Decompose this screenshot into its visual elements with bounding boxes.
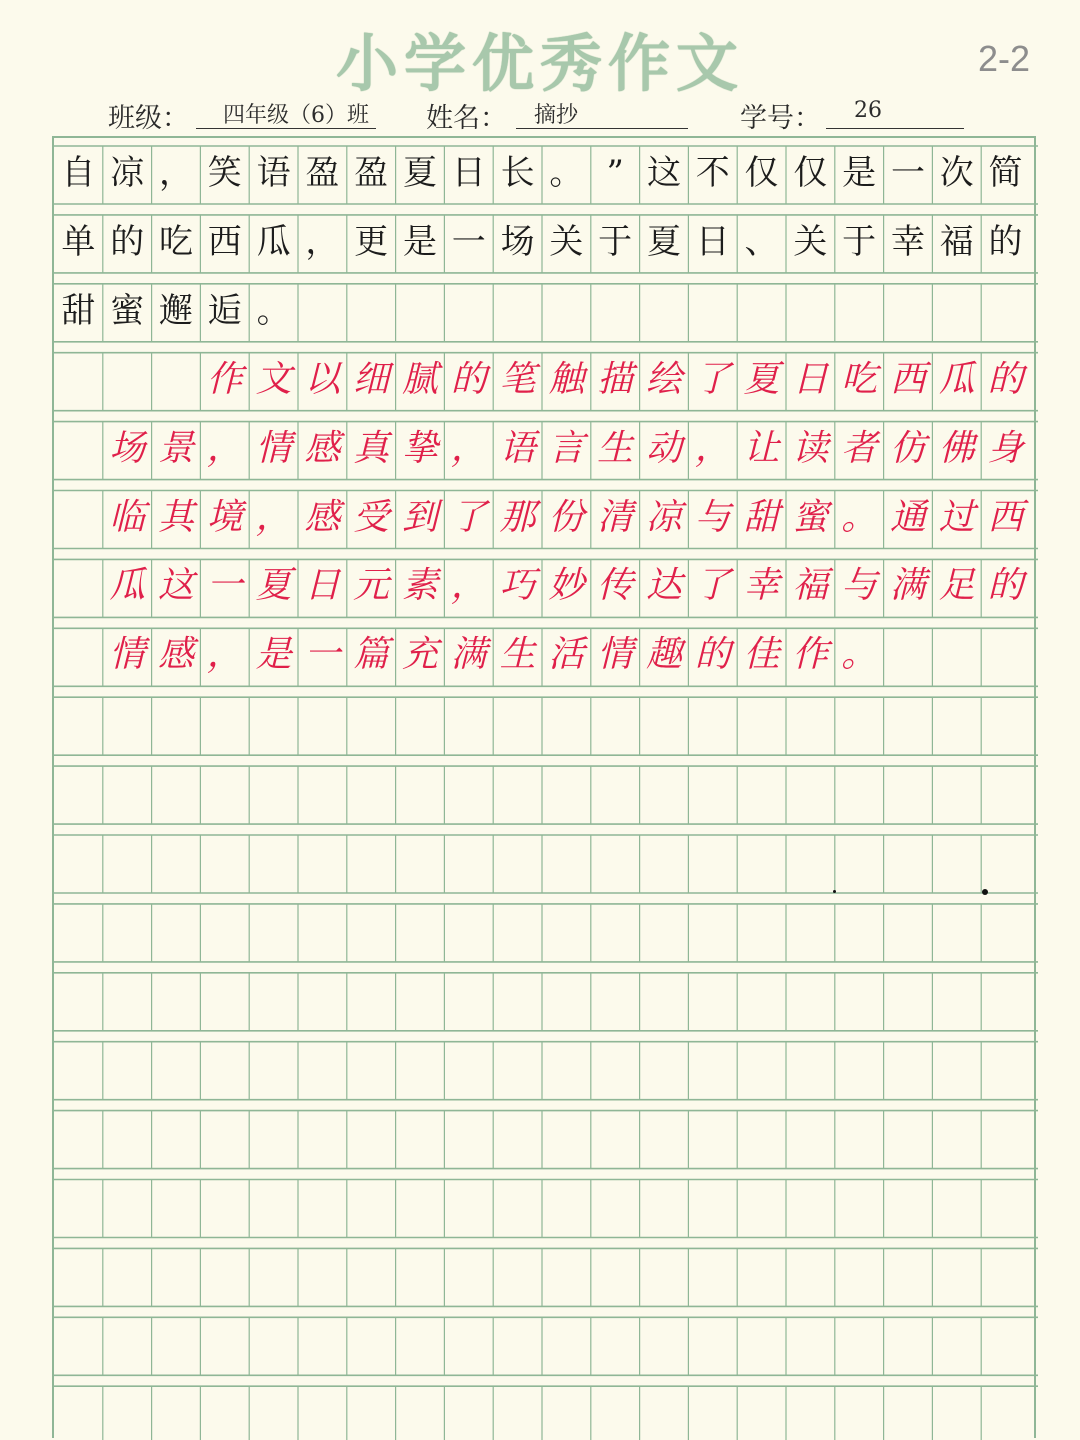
comment-char: 身 [987, 427, 1024, 469]
comment-char: 受 [353, 496, 390, 538]
essay-char: 场 [500, 221, 535, 262]
comment-char: 仿 [889, 427, 926, 469]
comment-char: ， [206, 427, 243, 469]
grid-row [54, 1317, 1038, 1375]
essay-char: 更 [354, 221, 389, 262]
comment-char: 佛 [938, 427, 975, 469]
comment-char: 巧 [499, 565, 536, 607]
comment-char: 动 [645, 427, 682, 469]
comment-char: 绘 [645, 358, 682, 400]
comment-char: 篇 [353, 634, 390, 676]
comment-char: 夏 [255, 565, 292, 607]
comment-char: 的 [987, 358, 1024, 400]
comment-char: 挚 [401, 427, 438, 469]
comment-char: 与 [694, 496, 731, 538]
comment-char: 幸 [743, 565, 780, 607]
number-underline [826, 128, 964, 129]
comment-char: 满 [450, 634, 487, 676]
comment-char: 到 [401, 496, 438, 538]
comment-char: 通 [889, 496, 926, 538]
comment-char: ， [206, 634, 243, 676]
page-title: 小学优秀作文 [335, 27, 744, 100]
comment-char: 境 [206, 496, 243, 538]
essay-char: 吃 [158, 221, 193, 262]
comment-line [200, 345, 1030, 415]
comment-char: 景 [157, 427, 194, 469]
essay-line [54, 276, 298, 346]
grid-row [54, 1248, 1038, 1306]
essay-char: 西 [207, 221, 242, 262]
number-label: 学号： [740, 103, 821, 134]
comment-char: 其 [157, 496, 194, 538]
comment-char: 份 [548, 496, 585, 538]
comment-char: 一 [304, 634, 341, 676]
essay-char: 瓜 [256, 221, 291, 262]
ink-dot [982, 889, 988, 895]
essay-line [54, 207, 1030, 277]
comment-char: 福 [792, 565, 829, 607]
essay-char: 简 [988, 153, 1023, 193]
comment-char: 一 [206, 565, 243, 607]
essay-char: 夏 [646, 221, 681, 262]
comment-char: 是 [255, 634, 292, 676]
comment-char: 感 [157, 634, 194, 676]
comment-char: 吃 [841, 358, 878, 400]
comment-char: 让 [743, 427, 780, 469]
essay-char: 的 [110, 221, 145, 262]
comment-char: 者 [841, 427, 878, 469]
essay-char: 。 [256, 290, 291, 331]
essay-char: 甜 [61, 290, 96, 331]
essay-char: 语 [256, 153, 291, 193]
grid-row [54, 835, 1038, 893]
comment-char: 细 [353, 358, 390, 400]
comment-char: ， [694, 427, 731, 469]
name-value: 摘抄 [533, 103, 578, 128]
comment-char: 瓜 [109, 565, 146, 607]
comment-char: 情 [255, 427, 292, 469]
essay-line [54, 138, 1030, 208]
comment-char: 清 [597, 496, 634, 538]
comment-line [103, 483, 1030, 553]
grid-row [54, 1042, 1038, 1100]
essay-char: 次 [939, 153, 974, 193]
comment-char: 感 [304, 496, 341, 538]
comment-char: 元 [353, 565, 390, 607]
comment-char: 达 [645, 565, 682, 607]
page-number: 2-2 [977, 38, 1030, 79]
comment-char: 的 [987, 565, 1024, 607]
essay-char: 、 [744, 221, 779, 262]
comment-char: 文 [255, 358, 292, 400]
comment-char: ， [255, 496, 292, 538]
essay-char: 不 [695, 153, 730, 193]
essay-char: 日 [451, 153, 486, 193]
comment-char: 真 [353, 427, 390, 469]
essay-char: 福 [939, 221, 974, 262]
comment-char: 情 [597, 634, 634, 676]
student-info-row [0, 90, 1080, 138]
name-underline [516, 128, 688, 129]
comment-char: 足 [938, 565, 975, 607]
essay-char: ” [606, 153, 624, 193]
comment-char: 触 [548, 358, 585, 400]
comment-char: 那 [499, 496, 536, 538]
comment-char: 。 [841, 496, 878, 538]
comment-char: 这 [157, 565, 194, 607]
comment-char: 临 [109, 496, 146, 538]
class-value: 四年级（6）班 [223, 103, 369, 128]
grid-row [54, 697, 1038, 755]
comment-char: 西 [987, 496, 1024, 538]
essay-char: 于 [598, 221, 633, 262]
essay-char: 盈 [305, 153, 340, 193]
comment-char: ， [450, 565, 487, 607]
grid-row [54, 904, 1038, 962]
comment-char: 以 [304, 358, 341, 400]
comment-char: 笔 [499, 358, 536, 400]
essay-char: 关 [549, 221, 584, 262]
comment-char: 了 [694, 565, 731, 607]
essay-char: 仅 [744, 153, 779, 193]
comment-char: 与 [841, 565, 878, 607]
comment-char: 佳 [743, 634, 780, 676]
essay-char: 蜜 [110, 290, 145, 331]
essay-char: 是 [842, 153, 877, 193]
comment-char: 瓜 [938, 358, 975, 400]
grid-row [54, 973, 1038, 1031]
essay-char: 长 [500, 153, 535, 193]
essay-char: 关 [793, 221, 828, 262]
number-value: 26 [854, 98, 882, 123]
comment-char: 语 [499, 427, 536, 469]
comment-char: 夏 [743, 358, 780, 400]
essay-char: 日 [695, 221, 730, 262]
essay-char: 一 [890, 153, 925, 193]
essay-char: 盈 [354, 153, 389, 193]
comment-char: 蜜 [792, 496, 829, 538]
class-label: 班级： [108, 103, 189, 134]
essay-char: 夏 [402, 153, 437, 193]
comment-char: ， [450, 427, 487, 469]
essay-char: 仅 [793, 153, 828, 193]
comment-char: 生 [499, 634, 536, 676]
comment-char: 生 [597, 427, 634, 469]
essay-char: 这 [646, 153, 681, 193]
class-underline [196, 128, 376, 129]
comment-char: 言 [548, 427, 585, 469]
essay-char: 自 [61, 153, 96, 193]
comment-char: 情 [109, 634, 146, 676]
comment-line [103, 414, 1030, 484]
essay-char: ， [158, 153, 193, 193]
comment-char: 日 [792, 358, 829, 400]
essay-char: 笑 [207, 153, 242, 193]
name-label: 姓名： [426, 103, 507, 134]
essay-char: 逅 [207, 290, 242, 331]
comment-char: 描 [597, 358, 634, 400]
grid-row [54, 1111, 1038, 1169]
essay-char: 于 [842, 221, 877, 262]
comment-char: 作 [792, 634, 829, 676]
essay-char: 邂 [158, 290, 193, 331]
comment-char: 趣 [645, 634, 682, 676]
comment-char: 腻 [401, 358, 438, 400]
ink-dot [833, 890, 836, 893]
comment-char: 读 [792, 427, 829, 469]
comment-line [103, 620, 884, 690]
comment-char: 甜 [743, 496, 780, 538]
comment-char: 了 [694, 358, 731, 400]
comment-char: 感 [304, 427, 341, 469]
comment-line [103, 551, 1030, 621]
grid-row [54, 1180, 1038, 1238]
essay-char: 单 [61, 221, 96, 262]
comment-char: 了 [450, 496, 487, 538]
comment-char: 过 [938, 496, 975, 538]
comment-char: 妙 [548, 565, 585, 607]
comment-char: 作 [206, 358, 243, 400]
comment-char: 满 [889, 565, 926, 607]
comment-char: 场 [109, 427, 146, 469]
essay-char: 幸 [890, 221, 925, 262]
comment-char: 的 [694, 634, 731, 676]
comment-char: 。 [841, 634, 878, 676]
essay-char: 的 [988, 221, 1023, 262]
comment-char: 的 [450, 358, 487, 400]
comment-char: 日 [304, 565, 341, 607]
essay-char: 一 [451, 221, 486, 262]
comment-char: 凉 [645, 496, 682, 538]
essay-char: 。 [549, 153, 584, 193]
essay-char: 是 [402, 221, 437, 262]
grid-row [54, 1386, 1038, 1440]
comment-char: 活 [548, 634, 585, 676]
essay-char: 凉 [110, 153, 145, 193]
essay-char: ， [305, 221, 340, 262]
comment-char: 素 [401, 565, 438, 607]
comment-char: 西 [889, 358, 926, 400]
comment-char: 传 [597, 565, 634, 607]
grid-row [54, 766, 1038, 824]
comment-char: 充 [401, 634, 438, 676]
